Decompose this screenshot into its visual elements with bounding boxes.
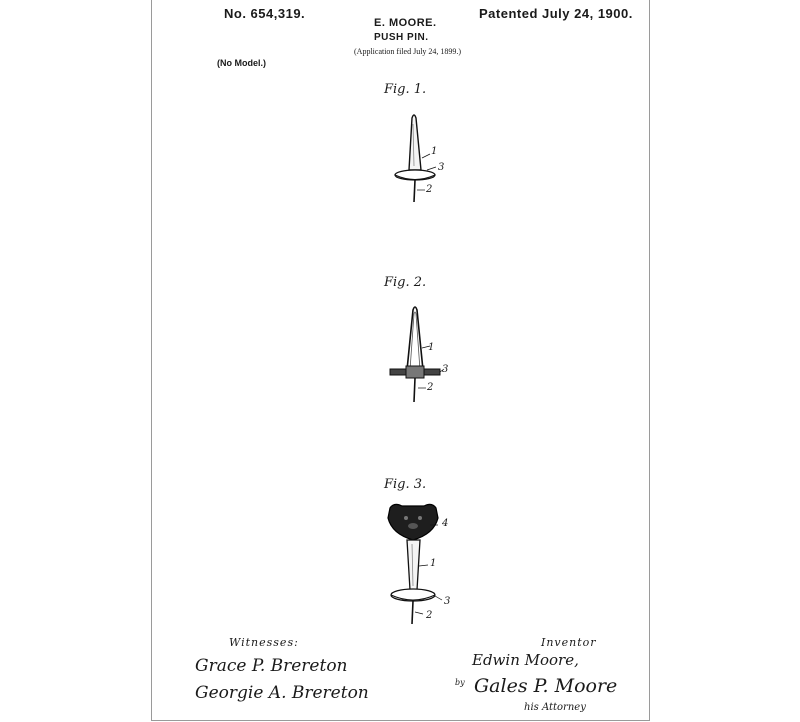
model-note: (No Model.)	[217, 58, 266, 68]
inventor-name: E. MOORE.	[374, 17, 437, 29]
patent-number: No. 654,319.	[224, 6, 306, 21]
inventor-signature: Edwin Moore,	[472, 651, 579, 669]
fig-3-label: Fig. 3.	[384, 477, 427, 492]
attorney-label: his Attorney	[524, 702, 586, 713]
fig-2-ref-1: 1	[428, 342, 435, 353]
fig-2-ref-3: 3	[442, 364, 449, 375]
fig-1-ref-3: 3	[438, 162, 445, 173]
fig-3-ref-1: 1	[430, 558, 437, 569]
patent-sheet	[151, 0, 650, 721]
application-note: (Application filed July 24, 1899.)	[354, 47, 462, 56]
fig-2-ref-2: 2	[427, 382, 434, 393]
attorney-signature: Gales P. Moore	[474, 675, 618, 697]
witness-signature-1: Grace P. Brereton	[195, 656, 348, 676]
fig-3-drawing	[372, 500, 462, 630]
patent-title: PUSH PIN.	[374, 32, 429, 43]
fig-1-drawing	[382, 110, 452, 210]
fig-1-ref-1: 1	[431, 146, 438, 157]
fig-1-ref-2: 2	[426, 184, 433, 195]
fig-3-ref-4: 4	[442, 518, 449, 529]
fig-3-ref-3: 3	[444, 596, 451, 607]
fig-2-drawing	[382, 300, 452, 410]
inventor-label: Inventor	[541, 636, 597, 649]
patent-date: Patented July 24, 1900.	[479, 6, 633, 21]
fig-2-label: Fig. 2.	[384, 275, 427, 290]
fig-1-label: Fig. 1.	[384, 82, 427, 97]
fig-3-ref-2: 2	[426, 610, 433, 621]
witness-signature-2: Georgie A. Brereton	[195, 683, 369, 703]
witnesses-label: Witnesses:	[229, 636, 299, 649]
by-label: by	[455, 678, 465, 687]
